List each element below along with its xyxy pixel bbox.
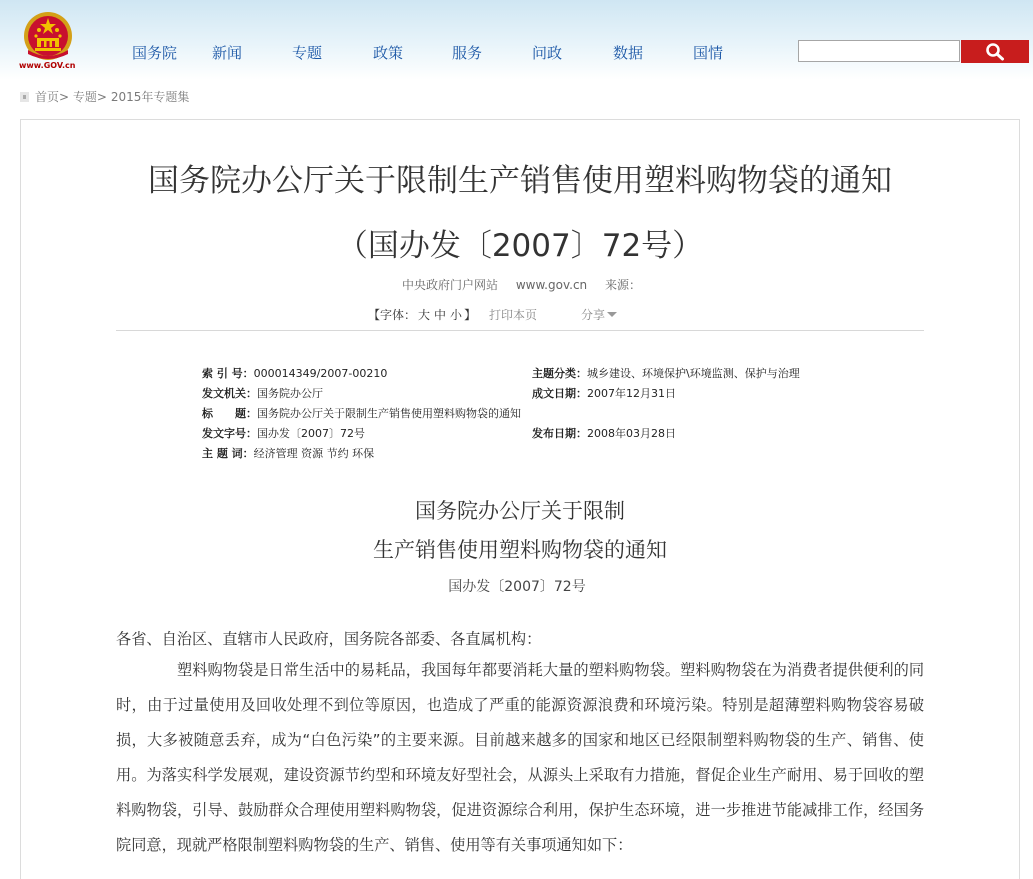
home-icon: [20, 92, 29, 102]
share-label: 分享: [581, 308, 606, 322]
breadcrumb-collection[interactable]: 2015年专题集: [110, 90, 190, 104]
search-icon: [985, 43, 1005, 61]
national-emblem-logo[interactable]: [22, 10, 74, 62]
info-label: 索 引 号：: [202, 367, 254, 380]
chevron-down-icon: [607, 312, 617, 317]
font-large-button[interactable]: 大: [418, 308, 431, 322]
divider: [116, 330, 924, 331]
info-value: 国办发〔2007〕72号: [257, 427, 365, 440]
info-label: 发文字号：: [202, 427, 257, 440]
font-size-bracket: 】: [464, 308, 477, 322]
document-heading: 生产销售使用塑料购物袋的通知: [373, 538, 667, 562]
nav-item-data[interactable]: 数据: [613, 44, 644, 62]
source-site: 中央政府门户网站: [402, 278, 499, 292]
article-source-line: [402, 276, 655, 293]
body-paragraph: 塑料购物袋是日常生活中的易耗品，我国每年都要消耗大量的塑料购物袋。塑料购物袋在为消费者提供便利的同时，由于过量使用及回收处理不到位等原因，也造成了严重的能源资源浪费和环境污染。特别是超薄塑料购物袋容易破损，大多被随意丢弃，成为“白色污染”的主要来源。目前越来越多的国家和地区已经限制塑料购物袋的生产、销售、使用。为落实科学发展观，建设资源节约型和环境友好型社会，从源头上采取有力措施，督促企业生产耐用、易于回收的塑料购物袋，引导、鼓励群众合理使用塑料购物袋，促进资源综合利用，保护生态环境，进一步推进节能减排工作，经国务院同意，现就严格限制塑料购物袋的生产、销售、使用等有关事项通知如下：: [116, 661, 924, 854]
info-keywords: [202, 445, 374, 461]
info-docno: [202, 425, 365, 441]
document-number: 国办发〔2007〕72号: [448, 579, 586, 595]
info-label: 主题分类：: [532, 367, 587, 380]
document-heading: 国务院办公厅关于限制: [415, 499, 625, 523]
print-page-link[interactable]: 打印本页: [489, 308, 538, 322]
site-logo-text[interactable]: www.GOV.cn: [19, 61, 76, 70]
share-button[interactable]: [581, 306, 617, 323]
nav-item-services[interactable]: 服务: [452, 44, 483, 62]
info-index: [202, 365, 387, 381]
info-publish-date: [532, 425, 676, 441]
font-small-button[interactable]: 小: [450, 308, 463, 322]
info-value: 城乡建设、环境保护\环境监测、保护与治理: [587, 367, 800, 380]
breadcrumb-topics[interactable]: 专题: [72, 90, 97, 104]
info-issuer: [202, 385, 323, 401]
info-value: 国务院办公厅: [257, 387, 323, 400]
info-title: [202, 405, 521, 421]
info-label: 标 题：: [202, 407, 257, 420]
info-label: 发布日期：: [532, 427, 587, 440]
info-label: 主 题 词：: [202, 447, 254, 460]
info-value: 国务院办公厅关于限制生产销售使用塑料购物袋的通知: [257, 407, 521, 420]
info-value: 2007年12月31日: [587, 387, 676, 400]
font-size-control: [368, 306, 476, 323]
font-size-label: 【字体：: [368, 308, 417, 322]
nav-item-inquiry[interactable]: 问政: [532, 44, 563, 62]
nav-item-state-council[interactable]: 国务院: [132, 44, 178, 62]
search-input[interactable]: [798, 40, 960, 62]
info-label: 成文日期：: [532, 387, 587, 400]
font-medium-button[interactable]: 中: [434, 308, 447, 322]
info-value: 经济管理 资源 节约 环保: [253, 447, 375, 460]
site-header: [0, 0, 1033, 80]
salutation: 各省、自治区、直辖市人民政府，国务院各部委、各直属机构：: [116, 630, 542, 648]
breadcrumb-separator: >: [59, 90, 70, 104]
info-value: 2008年03月28日: [587, 427, 676, 440]
nav-item-national-info[interactable]: 国情: [693, 44, 724, 62]
breadcrumb-home[interactable]: 首页: [35, 90, 60, 104]
info-category: [532, 365, 800, 381]
info-date: [532, 385, 676, 401]
source-url: www.gov.cn: [515, 278, 588, 292]
nav-item-policy[interactable]: 政策: [373, 44, 404, 62]
search-button[interactable]: [961, 40, 1029, 63]
info-label: 发文机关：: [202, 387, 257, 400]
breadcrumb: [20, 88, 189, 105]
nav-item-news[interactable]: 新闻: [212, 44, 243, 62]
article-title: 国务院办公厅关于限制生产销售使用塑料购物袋的通知: [148, 163, 892, 199]
info-value: 000014349/2007-00210: [253, 367, 388, 380]
source-label: 来源：: [604, 278, 641, 292]
nav-item-topics[interactable]: 专题: [292, 44, 323, 62]
breadcrumb-separator: >: [96, 90, 107, 104]
article-subtitle: （国办发〔2007〕72号）: [336, 228, 704, 264]
